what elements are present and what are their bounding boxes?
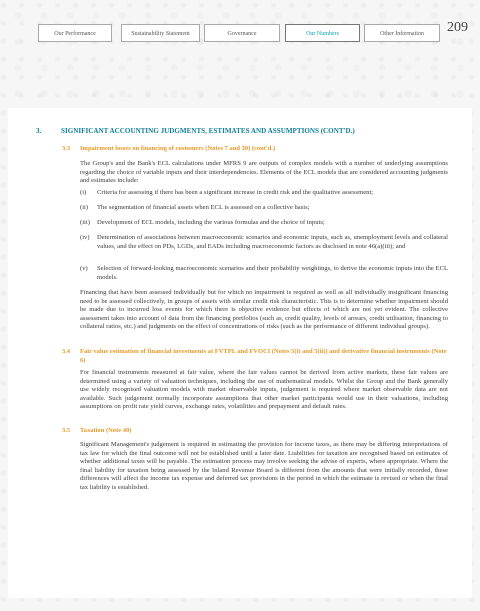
tab-governance[interactable]: Governance (204, 24, 280, 42)
list-item-number: (v) (80, 265, 88, 272)
list-item (80, 189, 448, 198)
subsection-3-5-heading (62, 427, 448, 436)
subsection-title: Fair value estimation of financial investments at FVTPL and FVOCI (Notes 5(i) and 5(ii)) and derivative financial instruments (Note 6) (80, 348, 447, 364)
list-item-number: (iv) (80, 234, 90, 241)
subsection-3-4-heading (62, 348, 448, 365)
top-navigation (38, 24, 440, 44)
subsection-title: Taxation (Note 40) (80, 427, 132, 434)
list-item-text: The segmentation of financial assets when ECL is assessed on a collective basis; (97, 204, 310, 211)
tab-our-numbers[interactable]: Our Numbers (285, 24, 360, 42)
s35-body-paragraph: Significant Management's judgement is required in estimating the provision for income taxes, as there may be differing interpretations of tax law for which the final outcome will not be established until a later date. Liabilities for taxation are recognised based on estimates of whether additional taxes will be payable. The estimation process may involve seeking the advise of experts, where appropriate. Where the final liability for taxation being assessed by the Inland Revenue Board is different from the amounts that were initially recorded, these differences will affect the income tax expense and deferred tax provisions in the period in which the estimate is revised or when the final tax liability is established. (80, 441, 448, 491)
tab-sustainability-statement[interactable]: Sustainability Statement (121, 24, 200, 42)
list-item-text: Criteria for assessing if there has been a significant increase in credit risk and the qualitative assessment; (97, 189, 374, 196)
list-item (80, 234, 448, 251)
subsection-number: 3.3 (62, 145, 71, 152)
page-number: 209 (447, 20, 468, 35)
subsection-number: 3.5 (62, 427, 71, 434)
section-number: 3. (36, 127, 42, 135)
list-item (80, 219, 448, 228)
list-item-text: Determination of associations between macroeconomic scenarios and economic inputs, such as, unemployment levels and collateral values, and the effect on PDs, LGDs, and EADs including macroeconomic factors as disclosed in note 46(a)(iii); and (97, 234, 448, 250)
s34-body-paragraph: For financial instruments measured at fair value, where the fair values cannot be derived from active markets, these fair values are determined using a variety of valuation techniques, including the use of mathematical models. Whilst the Group and the Bank generally use widely recognised valuation models with market observable inputs, judgement is required where market observable data are not available. Such judgement normally incorporate assumptions that other market participants would use in their valuations, including assumptions on profit rate yield curves, exchange rates, volatilities and prepayment and default rates. (80, 369, 448, 411)
subsection-title: Impairment losses on financing of customers (Notes 7 and 30) (cont'd.) (80, 145, 276, 152)
list-item-text: Development of ECL models, including the various formulas and the choice of inputs; (97, 219, 325, 226)
list-item-text: Selection of forward-looking macroeconomic scenarios and their probability weightings, to derive the economic inputs into the ECL models. (97, 265, 448, 281)
s33-intro-paragraph: The Group's and the Bank's ECL calculations under MFRS 9 are outputs of complex models with a number of underlying assumptions regarding the choice of variable inputs and their interdependencies. Elements of the ECL models that are considered accounting judgments and estimates include: (80, 160, 448, 185)
section-title: SIGNIFICANT ACCOUNTING JUDGMENTS, ESTIMATES AND ASSUMPTIONS (CONT'D.) (61, 127, 355, 135)
list-item (80, 204, 448, 213)
list-item-number: (ii) (80, 204, 89, 211)
subsection-number: 3.4 (62, 348, 71, 355)
s33-closing-paragraph: Financing that have been assessed individually but for which no impairment is required as well as all individually insignificant financing need to be assessed collectively, in groups of assets with similar credit risk characteristic. This is to determine whether impairment should be made due to incurred loss events for which there is objective evidence but effects of which are not yet evident. The collective assessment takes into account of data from the financing portfolios (such as, credit quality, levels of arrears, credit utilisation, financing to collateral ratios, etc.) and judgments on the effect of concentrations of risks (such as the performance of different individual groups). (80, 289, 448, 331)
tab-our-performance[interactable]: Our Performance (38, 24, 112, 42)
subsection-3-3-heading (62, 145, 448, 154)
tab-other-information[interactable]: Other Information (364, 24, 440, 42)
list-item (80, 265, 448, 282)
list-item-number: (iii) (80, 219, 90, 226)
list-item-number: (i) (80, 189, 87, 196)
